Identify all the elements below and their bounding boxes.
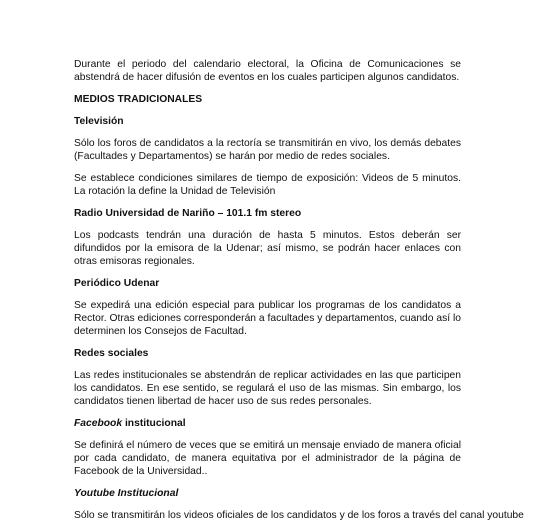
youtube-paragraph-partial: Sólo se transmitirán los videos oficiales de los candidatos y de los foros a través del canal youtube xyxy=(74,510,524,521)
section-heading-redes: Redes sociales xyxy=(74,348,149,359)
redes-paragraph-1: Las redes institucionales se abstendrán de replicar actividades en las que participen los candidatos. En ese sentido, se regulará el uso de las mismas. Sin embargo, los candidatos tienen libertad de hacer uso de sus redes personales. xyxy=(74,370,461,407)
facebook-paragraph-1: Se definirá el número de veces que se emitirá un mensaje enviado de manera oficial por cada candidato, de manera equitativa por el administrador de la página de Facebook de la Universidad.. xyxy=(74,440,461,477)
section-heading-periodico: Periódico Udenar xyxy=(74,278,160,289)
section-heading-medios: MEDIOS TRADICIONALES xyxy=(74,94,203,105)
section-heading-radio: Radio Universidad de Nariño – 101.1 fm stereo xyxy=(74,208,302,219)
section-heading-youtube: Youtube Institucional xyxy=(74,488,179,499)
facebook-heading-rest: institucional xyxy=(122,418,186,429)
section-heading-television: Televisión xyxy=(74,116,124,127)
radio-paragraph-1: Los podcasts tendrán una duración de hasta 5 minutos. Estos deberán ser difundidos por la emisora de la Udenar; así mismo, se podrán hacer enlaces con otras emisoras regionales. xyxy=(74,230,461,267)
facebook-word: Facebook xyxy=(74,418,123,429)
section-heading-facebook xyxy=(74,417,461,430)
periodico-paragraph-1: Se expedirá una edición especial para publicar los programas de los candidatos a Rector. Otras ediciones corresponderán a facultades y departamentos, cuando así lo determinen los Consejos de Facultad. xyxy=(74,300,461,337)
intro-paragraph: Durante el periodo del calendario electoral, la Oficina de Comunicaciones se abstendrá de hacer difusión de eventos en los cuales participen algunos candidatos. xyxy=(74,59,461,83)
television-paragraph-1: Sólo los foros de candidatos a la rectoría se transmitirán en vivo, los demás debates (Facultades y Departamentos) se harán por medio de redes sociales. xyxy=(74,138,461,162)
television-paragraph-2: Se establece condiciones similares de tiempo de exposición: Videos de 5 minutos. La rotación la define la Unidad de Televisión xyxy=(74,173,461,197)
document-page xyxy=(74,58,524,522)
